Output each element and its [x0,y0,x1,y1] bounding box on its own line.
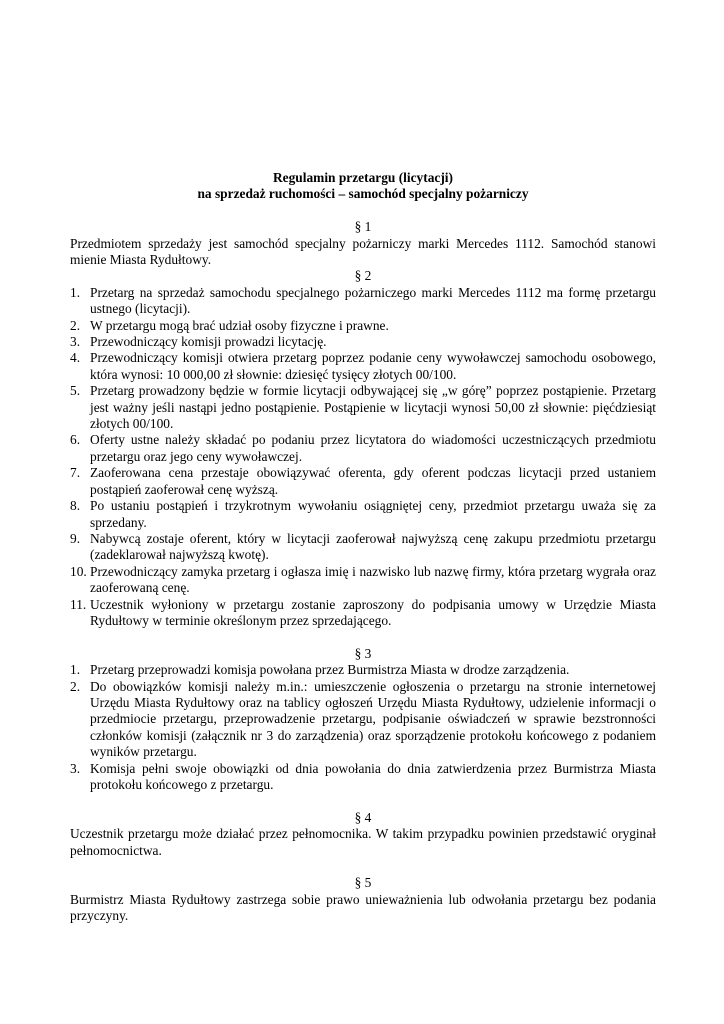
section-5-text: Burmistrz Miasta Rydułtowy zastrzega sobie prawo unieważnienia lub odwołania przetargu bez podania przyczyny. [70,891,656,924]
list-item: 3. Komisja pełni swoje obowiązki od dnia powołania do dnia zatwierdzenia przez Burmistrza Miasta protokołu końcowego z przetargu. [70,760,656,792]
list-item: 5. Przetarg prowadzony będzie w formie licytacji odbywającej się „w górę” poprzez postąpienie. Przetarg jest ważny jeśli nastąpi jedno postąpienie. Postąpienie w licytacji wynosi 50,00 zł słownie: pięćdziesiąt złotych 00/100. [70,383,656,432]
list-item: 4. Przewodniczący komisji otwiera przetarg poprzez podanie ceny wywoławczej samochodu osobowego, która wynosi: 10 000,00 zł słownie: dziesięć tysięcy złotych 00/100. [70,350,656,382]
title-line-1: Regulamin przetargu (licytacji) [273,170,453,185]
section-2-heading: § 2 [354,268,372,284]
list-item: 9. Nabywcą zostaje oferent, który w licytacji zaoferował najwyższą cenę zakupu przedmiotu przetargu (zadeklarował najwyższą kwotę). [70,530,656,563]
list-item: 1. Przetarg przeprowadzi komisja powołana przez Burmistrza Miasta w drodze zarządzenia. [70,662,570,678]
title-line-2: na sprzedaż ruchomości – samochód specjalny pożarniczy [197,186,529,202]
spacer [70,203,656,219]
section-2-list [70,285,656,630]
spacer [70,629,656,645]
list-item: 11. Uczestnik wyłoniony w przetargu zostanie zaproszony do podpisania umowy w Urzędzie Miasta Rydułtowy w terminie określonym przez sprzedającego. [70,596,656,628]
section-1-heading: § 1 [354,219,372,235]
list-item: 2. W przetargu mogą brać udział osoby fizyczne i prawne. [70,317,389,333]
list-item: 2. Do obowiązków komisji należy m.in.: umieszczenie ogłoszenia o przetargu na stronie internetowej Urzędu Miasta Rydułtowy oraz na tablicy ogłoszeń Urzędu Miasta Rydułtowy, udzielenie informacji o przedmiocie przetargu, przeprowadzenie przetargu, podpisanie oświadczeń w sprawie bezstronności członków komisji (załącznik nr 3 do zarządzenia) oraz sporządzenie protokołu końcowego z podaniem wyników przetargu. [70,678,656,760]
spacer [70,859,656,875]
list-item: 6. Oferty ustne należy składać po podaniu przez licytatora do wiadomości uczestniczących przedmiotu przetargu oraz jego ceny wywoławczej. [70,432,656,464]
document-content [70,170,656,925]
section-5-heading: § 5 [354,875,372,891]
list-item: 1. Przetarg na sprzedaż samochodu specjalnego pożarniczego marki Mercedes 1112 ma formę przetargu ustnego (licytacji). [70,284,656,317]
section-1-text: Przedmiotem sprzedaży jest samochód specjalny pożarniczy marki Mercedes 1112. Samochód stanowi mienie Miasta Rydułtowy. [70,235,656,268]
list-item: 3. Przewodniczący komisji prowadzi licytację. [70,334,327,350]
spacer [70,793,656,809]
list-item: 10. Przewodniczący zamyka przetarg i ogłasza imię i nazwisko lub nazwę firmy, która przetarg wygrała oraz zaoferowaną cenę. [70,563,656,596]
list-item: 8. Po ustaniu postąpień i trzykrotnym wywołaniu osiągniętej ceny, przedmiot przetargu uważa się za sprzedany. [70,498,656,530]
section-3-list [70,662,656,793]
document-title [70,170,656,203]
list-item: 7. Zaoferowana cena przestaje obowiązywać oferenta, gdy oferent podczas licytacji przed ustaniem postąpień zaoferował cenę wyższą. [70,465,656,497]
section-4-text: Uczestnik przetargu może działać przez pełnomocnika. W takim przypadku powinien przedstawić oryginał pełnomocnictwa. [70,826,656,858]
section-3-heading: § 3 [354,645,372,661]
section-4-heading: § 4 [354,809,372,825]
